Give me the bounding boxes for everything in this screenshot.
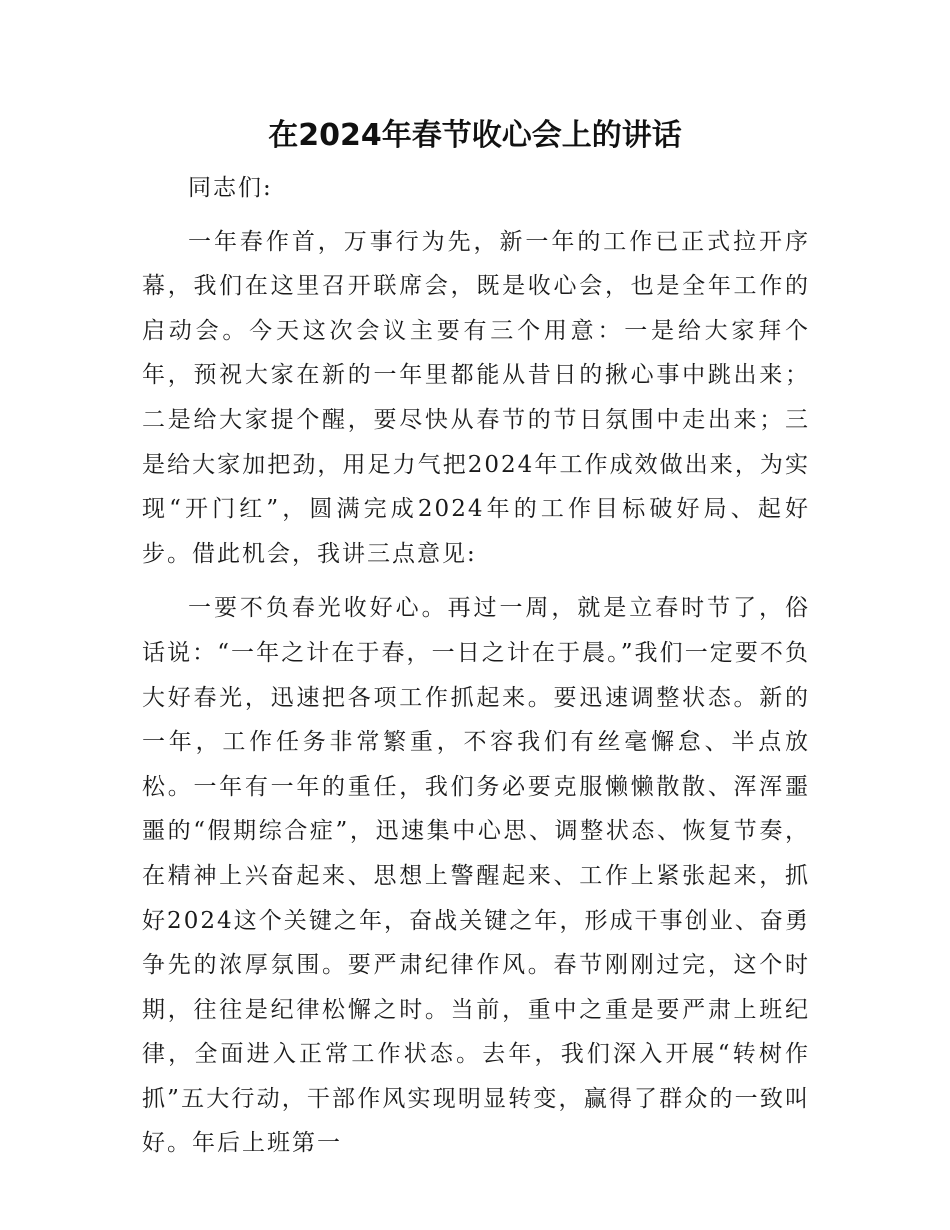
paragraph-2: 一要不负春光收好心。再过一周，就是立春时节了，俗话说：“一年之计在于春，一日之计在于晨。”我们一定要不负大好春光，迅速把各项工作抓起来。要迅速调整状态。新的一年，工作任务非常繁重，不容我们有丝毫懈怠、半点放松。一年有一年的重任，我们务必要克服懒懒散散、浑浑噩噩的“假期综合症”，迅速集中心思、调整状态、恢复节奏，在精神上兴奋起来、思想上警醒起来、工作上紧张起来，抓好2024这个关键之年，奋战关键之年，形成干事创业、奋勇争先的浓厚氛围。要严肃纪律作风。春节刚刚过完，这个时期，往往是纪律松懈之时。当前，重中之重是要严肃上班纪律，全面进入正常工作状态。去年，我们深入开展“转树作抓”五大行动，干部作风实现明显转变，赢得了群众的一致叫好。年后上班第一 — [142, 595, 810, 1157]
salutation: 同志们: — [188, 175, 273, 201]
document-title: 在2024年春节收心会上的讲话 — [268, 118, 682, 153]
paragraph-1: 一年春作首，万事行为先，新一年的工作已正式拉开序幕，我们在这里召开联席会，既是收心会，也是全年工作的启动会。今天这次会议主要有三个用意：一是给大家拜个年，预祝大家在新的一年里都能从昔日的揪心事中跳出来；二是给大家提个醒，要尽快从春节的节日氛围中走出来；三是给大家加把劲，用足力气把2024年工作成效做出来，为实现“开门红”，圆满完成2024年的工作目标破好局、起好步。借此机会，我讲三点意见: — [142, 228, 810, 567]
document-body — [142, 166, 810, 1166]
